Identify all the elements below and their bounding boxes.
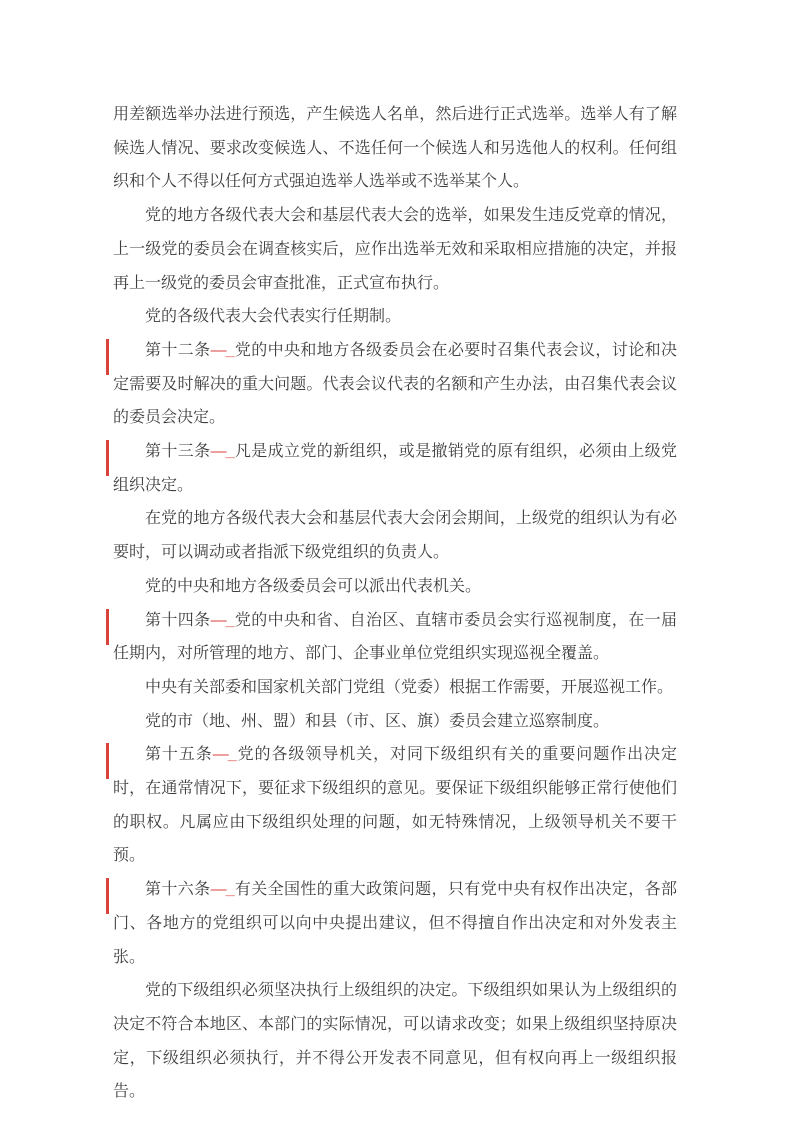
paragraph [113, 502, 677, 569]
paragraph-text: 中央有关部委和国家机关部门党组（党委）根据工作需要，开展巡视工作。 [145, 678, 674, 696]
revision-mark-line [106, 743, 109, 779]
paragraph-text: 凡是成立党的新组织，或是撤销党的原有组织，必须由上级党组织决定。 [113, 443, 677, 494]
article-number: 第十二条 [145, 341, 211, 359]
revision-underscore: _ [225, 881, 235, 899]
paragraph [113, 974, 677, 1109]
article-number: 第十四条 [145, 611, 211, 629]
paragraph [113, 671, 677, 705]
revision-mark-line [106, 609, 109, 645]
revision-mark-line [106, 339, 109, 375]
paragraph [113, 570, 677, 604]
revision-mark-line [106, 878, 109, 914]
paragraph-article-15 [113, 738, 677, 873]
paragraph-text: 党的地方各级代表大会和基层代表大会的选举，如果发生违反党章的情况，上一级党的委员会在调查核实后，应作出选举无效和采取相应措施的决定，并报再上一级党的委员会审查批准，正式宣布执行。 [113, 207, 677, 292]
article-number: 第十三条 [145, 443, 211, 461]
revision-underscore: _ [225, 611, 235, 629]
paragraph-text: 党的市（地、州、盟）和县（市、区、旗）委员会建立巡察制度。 [145, 712, 610, 730]
revision-dash: — [210, 443, 227, 461]
revision-mark-line [106, 440, 109, 476]
paragraph [113, 300, 677, 334]
revision-dash: — [210, 881, 227, 899]
revision-underscore: _ [225, 341, 235, 359]
paragraph-article-16 [113, 873, 677, 974]
paragraph-text: 党的各级领导机关，对同下级组织有关的重要问题作出决定时，在通常情况下，要征求下级组织的意见。要保证下级组织能够正常行使他们的职权。凡属应由下级组织处理的问题，如无特殊情况，上级领导机关不要干预。 [113, 746, 677, 865]
revision-dash: — [212, 746, 229, 764]
article-number: 第十五条 [145, 746, 213, 764]
revision-underscore: _ [227, 746, 237, 764]
paragraph [113, 705, 677, 739]
paragraph-text: 党的各级代表大会代表实行任期制。 [145, 308, 402, 326]
paragraph-text: 党的中央和地方各级委员会可以派出代表机关。 [145, 577, 482, 595]
revision-dash: — [210, 611, 227, 629]
paragraph-text: 在党的地方各级代表大会和基层代表大会闭会期间，上级党的组织认为有必要时，可以调动或者指派下级党组织的负责人。 [113, 510, 677, 562]
paragraph-text: 党的中央和省、自治区、直辖市委员会实行巡视制度，在一届任期内，对所管理的地方、部门、企事业单位党组织实现巡视全覆盖。 [113, 611, 677, 663]
paragraph-text: 党的中央和地方各级委员会在必要时召集代表会议，讨论和决定需要及时解决的重大问题。代表会议代表的名额和产生办法，由召集代表会议的委员会决定。 [113, 341, 677, 427]
paragraph-text: 用差额选举办法进行预选，产生候选人名单，然后进行正式选举。选举人有了解候选人情况、要求改变候选人、不选任何一个候选人和另选他人的权利。任何组织和个人不得以任何方式强迫选举人选举或不选举某个人。 [113, 106, 677, 191]
paragraph [113, 199, 677, 300]
paragraph-text: 党的下级组织必须坚决执行上级组织的决定。下级组织如果认为上级组织的决定不符合本地区、本部门的实际情况，可以请求改变；如果上级组织坚持原决定，下级组织必须执行，并不得公开发表不同意见，但有权向再上一级组织报告。 [113, 982, 677, 1101]
paragraph-article-12 [113, 334, 677, 435]
paragraph-text: 有关全国性的重大政策问题，只有党中央有权作出决定，各部门、各地方的党组织可以向中央提出建议，但不得擅自作出决定和对外发表主张。 [113, 881, 677, 966]
article-number: 第十六条 [145, 881, 211, 899]
paragraph-article-14 [113, 604, 677, 671]
revision-dash: — [210, 341, 227, 359]
revision-underscore: _ [225, 443, 235, 461]
document-body [113, 98, 677, 1109]
paragraph [113, 98, 677, 199]
paragraph-article-13 [113, 435, 677, 502]
